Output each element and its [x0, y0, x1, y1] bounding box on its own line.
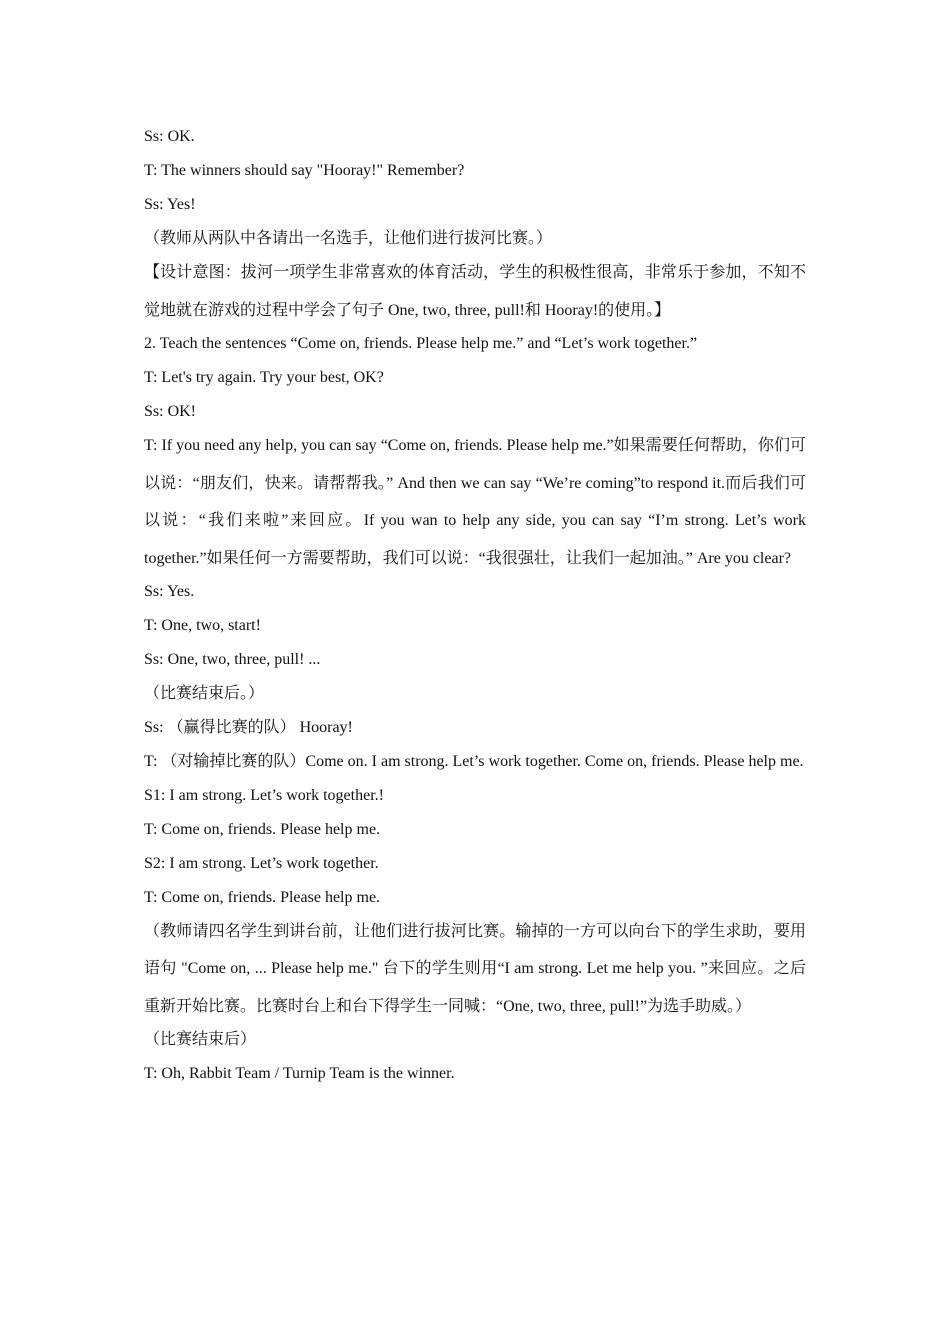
dialogue-line: T: Oh, Rabbit Team / Turnip Team is the winner.	[144, 1065, 455, 1082]
dialogue-line: S1: I am strong. Let’s work together.!	[144, 786, 384, 804]
document-body	[144, 120, 806, 1091]
dialogue-line: T: Let's try again. Try your best, OK?	[144, 369, 384, 386]
dialogue-line: T: Come on, friends. Please help me.	[144, 820, 381, 838]
dialogue-line: Ss: OK!	[144, 403, 197, 420]
dialogue-line: Ss: Yes.	[144, 583, 195, 600]
dialogue-line: Ss: （赢得比赛的队） Hooray!	[144, 719, 353, 736]
dialogue-line: T: The winners should say "Hooray!" Remember?	[144, 162, 465, 179]
dialogue-line: T: Come on, friends. Please help me.	[144, 888, 381, 906]
stage-direction: （教师从两队中各请出一名选手，让他们进行拔河比赛。）	[144, 230, 553, 247]
teacher-losers-paragraph: T: （对输掉比赛的队）Come on. I am strong. Let’s work together. Come on, friends. Please help me.	[144, 753, 804, 770]
stage-direction: （比赛结束后）	[144, 1031, 257, 1048]
design-intent-paragraph: 【设计意图：拔河一项学生非常喜欢的体育活动，学生的积极性很高，非常乐于参加，不知不觉地就在游戏的过程中学会了句子 One, two, three, pull!和 Hooray!的使用。】	[144, 264, 806, 319]
activity-note-paragraph: （教师请四名学生到讲台前，让他们进行拔河比赛。输掉的一方可以向台下的学生求助，要用语句 "Come on, ... Please help me." 台下的学生则用“I am strong. Let me help you. ”来回应。之后重新开始比赛。比赛时台上和台下得学生一同喊：“One, two, three, pull!”为选手助威。）	[144, 922, 806, 1015]
dialogue-line: T: One, two, start!	[144, 617, 261, 634]
dialogue-line: S2: I am strong. Let’s work together.	[144, 854, 379, 872]
dialogue-line: Ss: OK.	[144, 128, 195, 145]
dialogue-line: Ss: Yes!	[144, 196, 196, 213]
section-heading: 2. Teach the sentences “Come on, friends. Please help me.” and “Let’s work together.”	[144, 335, 698, 352]
dialogue-line: Ss: One, two, three, pull! ...	[144, 651, 321, 668]
teacher-explanation-paragraph: T: If you need any help, you can say “Come on, friends. Please help me.”如果需要任何帮助，你们可以说：“朋友们，快来。请帮帮我。” And then we can say “We’re coming”to respond it.而后我们可以说：“我们来啦”来回应。If you wan to help any side, you can say “I’m strong. Let’s work together.”如果任何一方需要帮助，我们可以说：“我很强壮，让我们一起加油。” Are you clear?	[144, 437, 806, 567]
stage-direction: （比赛结束后。）	[144, 685, 265, 702]
